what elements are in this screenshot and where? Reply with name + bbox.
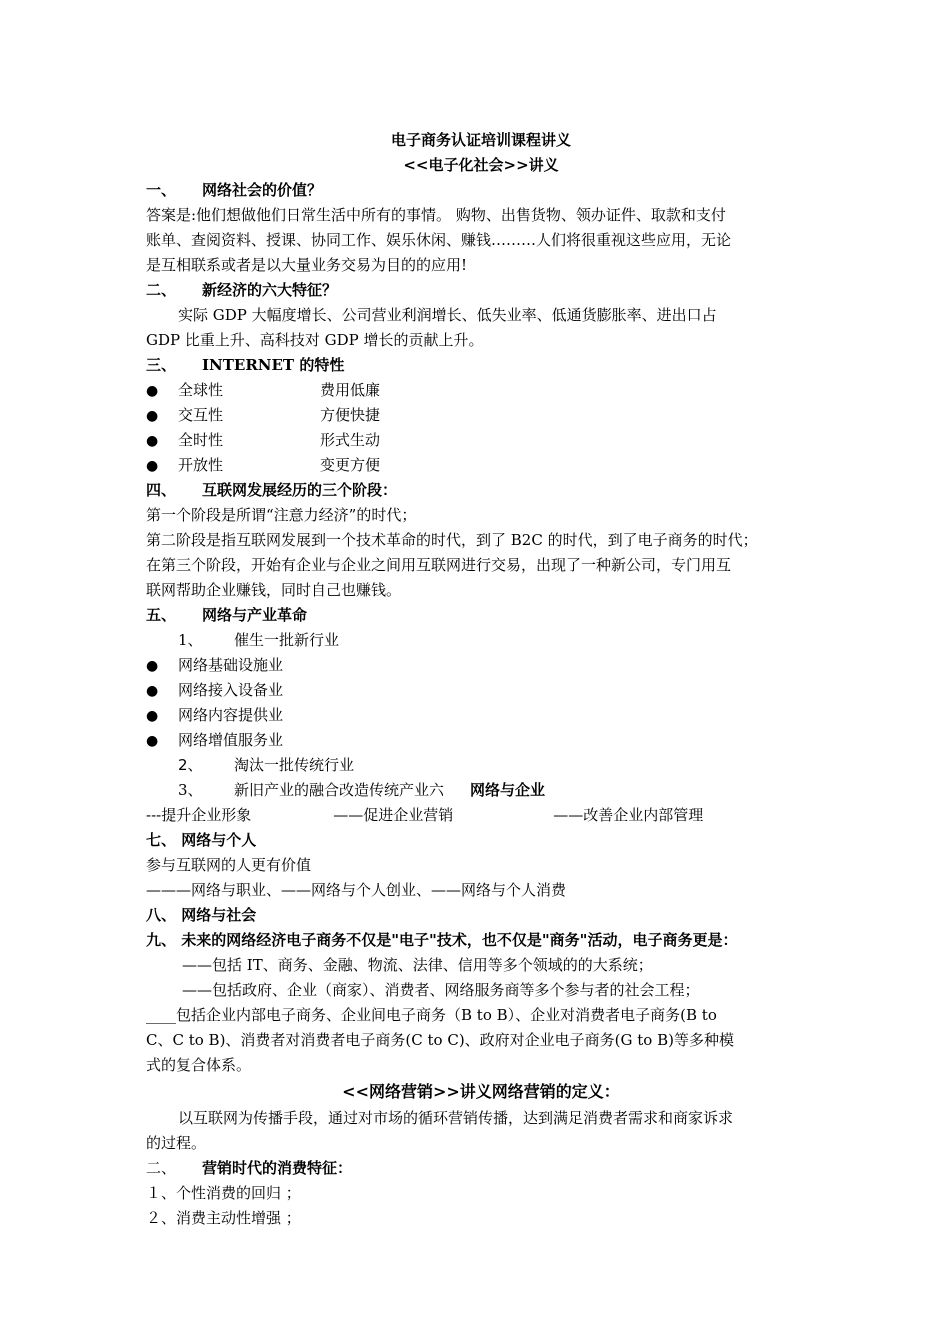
enterprise-row: ---提升企业形象 ——促进企业营销 ——改善企业内部管理	[146, 806, 704, 824]
paragraph-line: 联网帮助企业赚钱，同时自己也赚钱。	[146, 581, 402, 599]
paragraph-line: 是互相联系或者是以大量业务交易为目的的应用!	[146, 256, 468, 274]
paragraph-line: 账单、查阅资料、授课、协同工作、娱乐休闲、赚钱………人们将很重视这些应用，无论	[146, 231, 732, 249]
paragraph-line: 参与互联网的人更有价值	[146, 856, 312, 874]
section-4-heading: 四、 互联网发展经历的三个阶段：	[146, 481, 398, 499]
section-6-heading: 网络与企业	[470, 781, 546, 799]
paragraph-line: 答案是:他们想做他们日常生活中所有的事情。 购物、出售货物、领办证件、取款和支付	[146, 206, 726, 224]
bullet-icon: ●	[146, 458, 159, 474]
paragraph-line: 的过程。	[146, 1134, 207, 1152]
bullet-icon: ●	[146, 683, 159, 699]
paragraph-line: ____包括企业内部电子商务、企业间电子商务（B to B）、企业对消费者电子商务(B to	[146, 1006, 717, 1024]
bullet-icon: ●	[146, 408, 159, 424]
bullet-row: ● 开放性 变更方便	[146, 453, 816, 478]
section-5-heading: 五、 网络与产业革命	[146, 606, 308, 624]
bullet-icon: ●	[146, 658, 159, 674]
document-subtitle: <<电子化社会>>讲义	[403, 156, 559, 174]
bullet-row: ● 全球性 费用低廉	[146, 378, 816, 403]
paragraph-line: 第一个阶段是所谓“注意力经济”的时代；	[146, 506, 417, 524]
list-item: ２、消费主动性增强 ；	[146, 1209, 301, 1227]
bullet-row: ● 网络接入设备业	[146, 678, 816, 703]
list-item: １、个性消费的回归 ；	[146, 1184, 301, 1202]
paragraph-line: 第二阶段是指互联网发展到一个技术革命的时代，到了 B2C 的时代，到了电子商务的时代；	[146, 531, 758, 549]
section-7-heading: 七、 网络与个人	[146, 831, 257, 849]
document-title: 电子商务认证培训课程讲义	[390, 131, 571, 149]
paragraph-line: 以互联网为传播手段，通过对市场的循环营销传播，达到满足消费者需求和商家诉求	[178, 1109, 734, 1127]
bullet-row: ● 交互性 方便快捷	[146, 403, 816, 428]
paragraph-line: 在第三个阶段，开始有企业与企业之间用互联网进行交易，出现了一种新公司，专门用互	[146, 556, 732, 574]
paragraph-line: ——包括政府、企业（商家）、消费者、网络服务商等多个参与者的社会工程；	[182, 981, 700, 999]
section-9-heading: 九、 未来的网络经济电子商务不仅是"电子"技术，也不仅是"商务"活动，电子商务更是：	[146, 931, 738, 949]
paragraph-line: 实际 GDP 大幅度增长、公司营业利润增长、低失业率、低通货膨胀率、进出口占	[178, 306, 717, 324]
marketing-title: <<网络营销>>讲义网络营销的定义：	[342, 1082, 620, 1101]
section-1-heading: 一、 网络社会的价值？	[146, 181, 323, 199]
bullet-icon: ●	[146, 708, 159, 724]
marketing-section-2-heading: 二、 营销时代的消费特征：	[146, 1159, 353, 1177]
paragraph-line: ——包括 IT、商务、金融、物流、法律、信用等多个领域的的大系统；	[182, 956, 653, 974]
bullet-icon: ●	[146, 433, 159, 449]
paragraph-line: 式的复合体系。	[146, 1056, 252, 1074]
paragraph-line: GDP 比重上升、高科技对 GDP 增长的贡献上升。	[146, 331, 484, 349]
list-item: 3、 新旧产业的融合改造传统产业六 网络与企业	[178, 781, 546, 799]
document-page	[146, 128, 816, 1231]
section-2-heading: 二、 新经济的六大特征？	[146, 281, 338, 299]
bullet-icon: ●	[146, 383, 159, 399]
bullet-row: ● 全时性 形式生动	[146, 428, 816, 453]
list-item: 1、 催生一批新行业	[178, 631, 340, 649]
bullet-row: ● 网络基础设施业	[146, 653, 816, 678]
bullet-icon: ●	[146, 733, 159, 749]
bullet-row: ● 网络内容提供业	[146, 703, 816, 728]
section-8-heading: 八、 网络与社会	[146, 906, 257, 924]
section-3-heading: 三、 INTERNET 的特性	[146, 356, 345, 374]
paragraph-line: C、C to B)、消费者对消费者电子商务(C to C)、政府对企业电子商务(G to B)等多种模	[146, 1031, 734, 1049]
list-item: 2、 淘汰一批传统行业	[178, 756, 355, 774]
paragraph-line: ———网络与职业、——网络与个人创业、——网络与个人消费	[146, 881, 567, 899]
bullet-row: ● 网络增值服务业	[146, 728, 816, 753]
